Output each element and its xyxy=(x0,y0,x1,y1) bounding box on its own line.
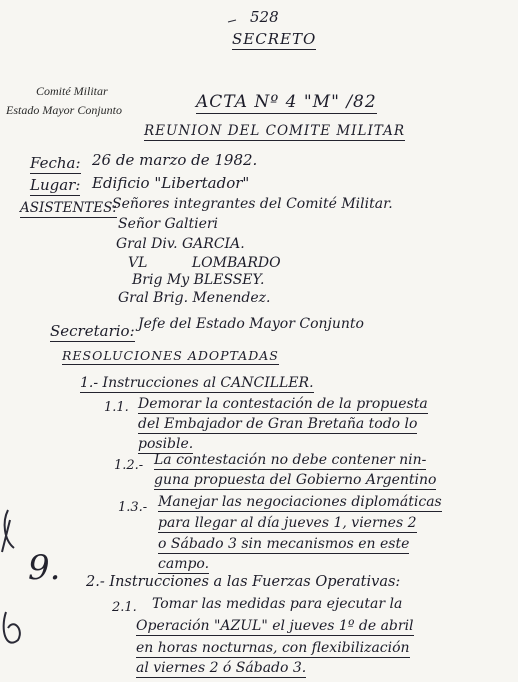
attendee-4: Brig My BLESSEY. xyxy=(132,272,265,288)
attendee-3: VL LOMBARDO xyxy=(128,255,281,271)
secretary-value: Jefe del Estado Mayor Conjunto xyxy=(138,316,364,332)
attendees-intro: Señores integrantes del Comité Militar. xyxy=(112,196,393,212)
secretary-label: Secretario: xyxy=(50,322,135,340)
item-2-1-line-2: Operación "AZUL" el jueves 1º de abril xyxy=(136,618,414,634)
item-2-1-number: 2.1. xyxy=(112,600,137,615)
item-1-3-line-2: para llegar al día jueves 1, viernes 2 xyxy=(158,515,417,531)
item-1-3-line-1: Manejar las negociaciones diplomáticas xyxy=(158,494,442,510)
item-2-1-line-4: al viernes 2 ó Sábado 3. xyxy=(136,660,307,676)
date-label: Fecha: xyxy=(30,154,81,172)
item-1-2-line-1: La contestación no debe contener nin- xyxy=(154,452,427,468)
item-1-1-line-2: del Embajador de Gran Bretaña todo lo xyxy=(138,416,418,432)
item-1-1-line-3: posible. xyxy=(138,436,194,452)
item-2-1-line-1: Tomar las medidas para ejecutar la xyxy=(152,596,403,612)
attendee-1: Señor Galtieri xyxy=(118,216,219,232)
item-1-3-line-3: o Sábado 3 sin mecanismos en este xyxy=(158,536,410,552)
attendee-5: Gral Brig. Menendez. xyxy=(118,290,271,306)
attendee-2: Gral Div. GARCIA. xyxy=(116,236,245,252)
date-value: 26 de marzo de 1982. xyxy=(92,151,258,169)
page-number: 528 xyxy=(250,8,279,26)
resolutions-heading: RESOLUCIONES ADOPTADAS xyxy=(62,348,279,363)
classification-stamp: SECRETO xyxy=(232,30,317,48)
item-1-1-line-1: Demorar la contestación de la propuesta xyxy=(138,396,428,412)
section-2-title: 2.- Instrucciones a las Fuerzas Operativas: xyxy=(86,574,401,590)
meeting-title: REUNION DEL COMITE MILITAR xyxy=(144,123,405,139)
letterhead-line-1: Comité Militar xyxy=(36,84,108,98)
item-1-2-number: 1.2.- xyxy=(114,458,144,473)
item-1-3-line-4: campo. xyxy=(158,556,210,572)
attendees-label: ASISTENTES: xyxy=(20,200,117,216)
section-1-title: 1.- Instrucciones al CANCILLER. xyxy=(80,375,314,391)
item-1-3-number: 1.3.- xyxy=(118,500,148,515)
place-value: Edificio "Libertador" xyxy=(92,174,250,192)
place-label: Lugar: xyxy=(30,176,81,194)
margin-note: 9. xyxy=(28,548,61,588)
act-title: ACTA Nº 4 "M" /82 xyxy=(196,92,377,112)
item-1-1-number: 1.1. xyxy=(104,400,129,415)
item-1-2-line-2: guna propuesta del Gobierno Argentino xyxy=(154,472,437,488)
item-2-1-line-3: en horas nocturnas, con flexibilización xyxy=(136,640,410,656)
letterhead-line-2: Estado Mayor Conjunto xyxy=(6,103,122,117)
